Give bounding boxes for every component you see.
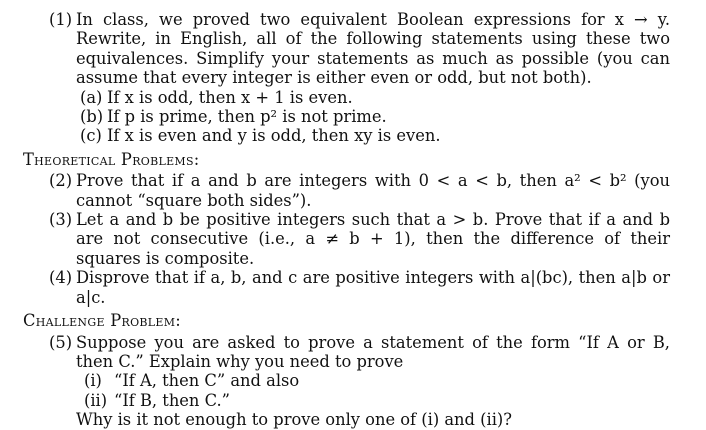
problem-text: Disprove that if a, b, and c are positive integers with a|(bc), then a|b or a|c.	[76, 268, 670, 307]
subproblem-text: If x is odd, then x + 1 is even.	[107, 87, 353, 107]
subproblem-label: (c)	[80, 126, 102, 146]
subproblem-b	[80, 107, 670, 126]
section-heading-theoretical: Theoretical Problems:	[23, 149, 200, 169]
subproblem-text: “If A, then C” and also	[114, 371, 300, 391]
problem-number: (4)	[49, 268, 73, 288]
problem-closing-question: Why is it not enough to prove only one of (i) and (ii)?	[76, 410, 512, 430]
problem-text: Prove that if a and b are integers with 0 < a < b, then a² < b² (you cannot “square both sides”).	[76, 171, 670, 210]
problem-set	[0, 10, 706, 430]
subproblem-text: “If B, then C.”	[114, 390, 230, 410]
subproblem-ii	[84, 391, 670, 410]
problem-number: (5)	[49, 332, 73, 352]
problem-2	[49, 171, 670, 210]
subproblem-i	[84, 371, 670, 390]
subproblem-label: (a)	[80, 87, 103, 107]
subproblem-a	[80, 88, 670, 107]
problem-text: In class, we proved two equivalent Boolean expressions for x → y. Rewrite, in English, all of the following statements using these two equivalences. Simplify your statements as much as possible (you can assume that every integer is either even or odd, but not both).	[76, 10, 670, 88]
problem-number: (3)	[49, 210, 73, 230]
subproblem-label: (ii)	[84, 390, 108, 410]
subproblem-label: (b)	[80, 107, 104, 127]
subproblem-c	[80, 126, 670, 145]
problem-3	[49, 210, 670, 268]
problem-number: (2)	[49, 171, 73, 191]
section-heading-challenge: Challenge Problem:	[23, 311, 182, 331]
subproblem-text: If p is prime, then p² is not prime.	[107, 107, 387, 127]
subproblem-text: If x is even and y is odd, then xy is even.	[107, 126, 441, 146]
problem-text: Suppose you are asked to prove a statement of the form “If A or B, then C.” Explain why you need to prove	[76, 332, 670, 371]
subproblem-label: (i)	[84, 371, 102, 391]
problem-number: (1)	[49, 10, 73, 29]
problem-5	[49, 333, 670, 430]
problem-4	[49, 268, 670, 307]
problem-1	[49, 10, 670, 146]
problem-text: Let a and b be positive integers such that a > b. Prove that if a and b are not consecutive (i.e., a ≠ b + 1), then the difference of their squares is composite.	[76, 210, 670, 268]
